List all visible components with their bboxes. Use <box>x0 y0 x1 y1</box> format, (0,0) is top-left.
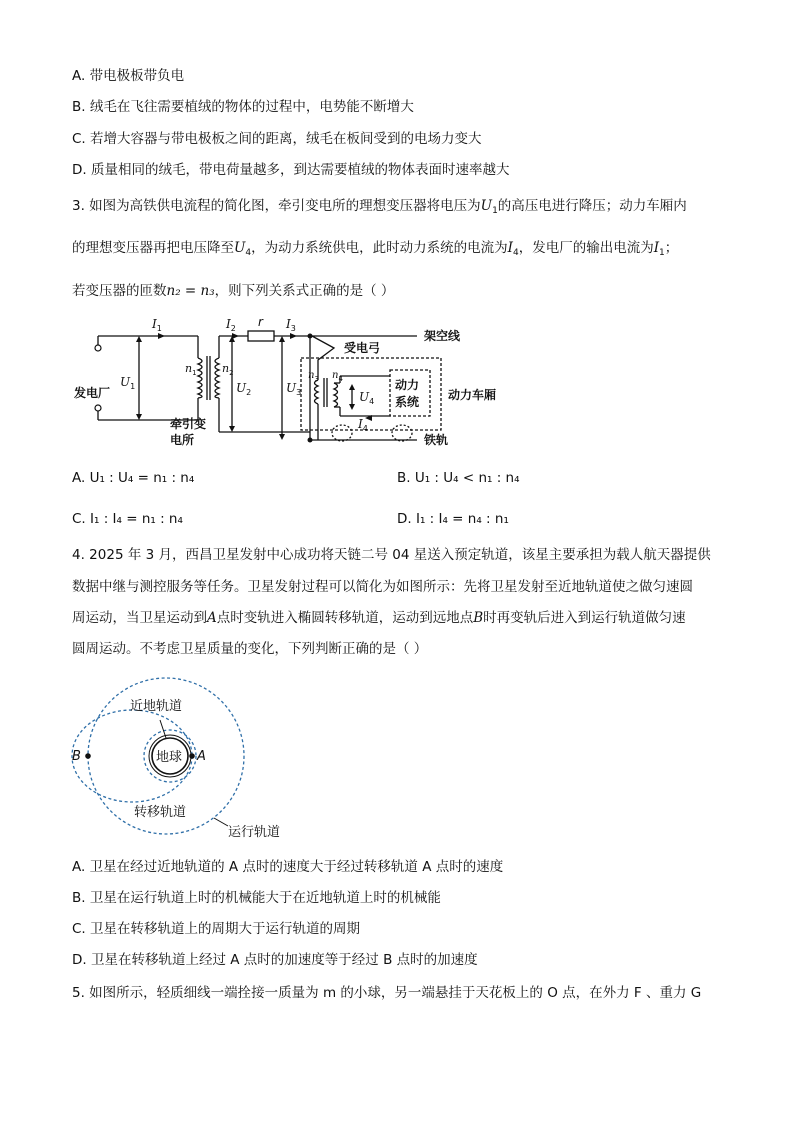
q2-option-b: B. 绒毛在飞往需要植绒的物体的过程中，电势能不断增大 <box>72 99 414 115</box>
q3-option-c: C. I₁ : I₄ = n₁ : n₄ <box>72 511 183 527</box>
q2-option-a: A. 带电极板带负电 <box>72 68 185 84</box>
label-I3: $I_3$ <box>286 317 296 333</box>
q2-option-c: C. 若增大容器与带电极板之间的距离，绒毛在板间受到的电场力变大 <box>72 131 482 147</box>
label-substation-2: 电所 <box>170 433 195 447</box>
label-A: A <box>197 749 206 764</box>
q3-option-a: A. U₁ : U₄ = n₁ : n₄ <box>72 470 195 486</box>
label-rail: 铁轨 <box>424 433 449 447</box>
q3-stem-line2: 的理想变压器再把电压降至$U_4$，为动力系统供电，此时动力系统的电流为$I_4$，发电厂的输出电流为$I_1$； <box>72 240 679 258</box>
q4-option-c: C. 卫星在转移轨道上的周期大于运行轨道的周期 <box>72 921 361 937</box>
q4-option-b: B. 卫星在运行轨道上时的机械能大于在近地轨道上时的机械能 <box>72 890 441 906</box>
q3-option-d: D. I₁ : I₄ = n₄ : n₁ <box>397 511 509 527</box>
label-power-plant: 发电厂 <box>74 386 111 400</box>
label-pantograph: 受电弓 <box>344 341 381 355</box>
label-n3: $n_3$ <box>308 370 319 383</box>
label-power-system-1: 动力 <box>395 378 420 392</box>
label-power-system-2: 系统 <box>395 395 420 409</box>
label-U4: $U_4$ <box>359 390 375 406</box>
label-I4: $I_4$ <box>358 417 368 433</box>
label-U1: $U_1$ <box>120 375 136 391</box>
q4-stem-line2: 数据中继与测控服务等任务。卫星发射过程可以简化为如图所示：先将卫星发射至近地轨道使之做匀速圆 <box>72 579 693 595</box>
q3-stem-line1: 3. 如图为高铁供电流程的简化图，牵引变电所的理想变压器将电压为$U_1$的高压电进行降压；动力车厢内 <box>72 198 687 216</box>
label-earth: 地球 <box>156 750 183 765</box>
q4-stem-line1: 4. 2025 年 3 月，西昌卫星发射中心成功将天链二号 04 星送入预定轨道，该星主要承担为载人航天器提供 <box>72 547 711 563</box>
q3-stem-line3: 若变压器的匝数n₂ = n₃，则下列关系式正确的是（ ） <box>72 283 395 299</box>
label-I2: $I_2$ <box>226 317 236 333</box>
label-near-earth-orbit: 近地轨道 <box>130 699 183 714</box>
label-overhead-line: 架空线 <box>424 329 461 343</box>
q5-stem-line1: 5. 如图所示，轻质细线一端拴接一质量为 m 的小球，另一端悬挂于天花板上的 O 点，在外力 F 、重力 G <box>72 985 702 1001</box>
label-B: B <box>72 749 81 764</box>
q4-option-a: A. 卫星在经过近地轨道的 A 点时的速度大于经过转移轨道 A 点时的速度 <box>72 859 504 875</box>
q4-option-d: D. 卫星在转移轨道上经过 A 点时的加速度等于经过 B 点时的加速度 <box>72 952 478 968</box>
point-A <box>189 753 195 759</box>
label-operating-orbit: 运行轨道 <box>228 825 281 840</box>
q2-option-d: D. 质量相同的绒毛，带电荷量越多，到达需要植绒的物体表面时速率越大 <box>72 162 510 178</box>
q4-stem-line4: 圆周运动。不考虑卫星质量的变化，下列判断正确的是（ ） <box>72 641 428 657</box>
label-n1: $n_1$ <box>185 362 197 377</box>
label-n4: $n_4$ <box>332 370 343 383</box>
label-I1: $I_1$ <box>152 317 162 333</box>
label-r: r <box>258 315 263 329</box>
label-transfer-orbit: 转移轨道 <box>134 805 187 820</box>
label-power-car: 动力车厢 <box>448 388 497 402</box>
label-n2: $n_2$ <box>222 362 234 377</box>
q4-orbit-diagram <box>64 670 304 850</box>
label-substation-1: 牵引变 <box>170 417 207 431</box>
label-U2: $U_2$ <box>236 381 252 397</box>
q3-circuit-diagram <box>72 310 512 455</box>
q4-stem-line3: 周运动，当卫星运动到A点时变轨进入椭圆转移轨道，运动到远地点B时再变轨后进入到运行轨道做匀速 <box>72 610 686 626</box>
label-U3: $U_3$ <box>286 381 302 397</box>
point-B <box>85 753 91 759</box>
q3-option-b: B. U₁ : U₄ < n₁ : n₄ <box>397 470 520 486</box>
